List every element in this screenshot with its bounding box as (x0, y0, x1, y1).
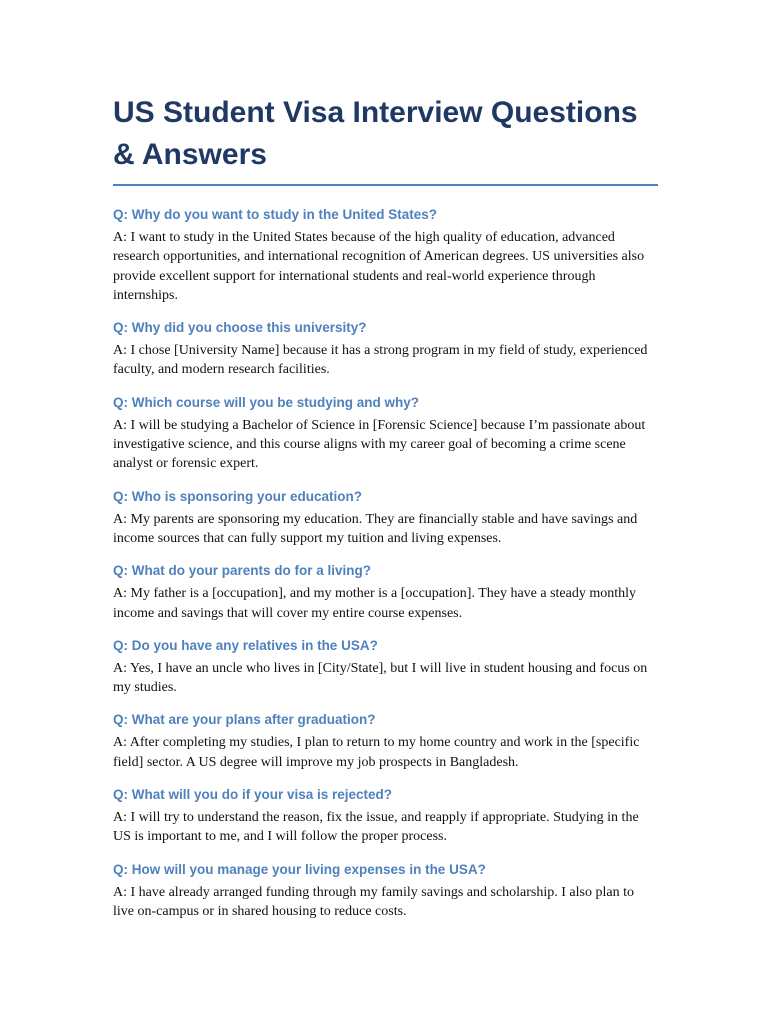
question-text: Q: Do you have any relatives in the USA? (113, 637, 378, 653)
qa-item (113, 861, 658, 922)
question-text: Q: What do your parents do for a living? (113, 563, 372, 579)
answer-text: A: My parents are sponsoring my education. They are financially stable and have savings and income sources that can fully support my tuition and living expenses. (113, 511, 638, 546)
qa-item (113, 786, 658, 847)
answer-text: A: My father is a [occupation], and my mother is a [occupation]. They have a steady monthly income and savings that will cover my entire course expenses. (113, 586, 637, 621)
question-text: Q: Why do you want to study in the United States? (113, 207, 437, 222)
answer-text: A: Yes, I have an uncle who lives in [City/State], but I will live in student housing and focus on my studies. (113, 660, 648, 696)
question-text: Q: Which course will you be studying and why? (113, 394, 420, 410)
qa-item (113, 562, 658, 623)
qa-item (113, 319, 658, 380)
question-text: Q: What are your plans after graduation? (113, 712, 376, 728)
answer-text: A: I chose [University Name] because it has a strong program in my field of study, experienced faculty, and modern research facilities. (113, 343, 648, 378)
question-text: Q: Why did you choose this university? (113, 320, 367, 336)
qa-item (113, 394, 658, 474)
question-text: Q: Who is sponsoring your education? (113, 488, 362, 504)
answer-text: A: I will try to understand the reason, fix the issue, and reapply if appropriate. Studying in the US is important to me, and I will follow the proper process. (113, 810, 639, 845)
answer-text: A: After completing my studies, I plan to return to my home country and work in the [specific field] sector. A US degree will improve my job prospects in Bangladesh. (113, 735, 640, 770)
qa-item (113, 637, 658, 698)
qa-item (113, 206, 658, 305)
answer-text: A: I will be studying a Bachelor of Science in [Forensic Science] because I’m passionate about investigative science, and this course aligns with my career goal of becoming a crime scene analyst or forensic expert. (113, 417, 646, 472)
qa-list (113, 206, 658, 921)
qa-item (113, 711, 658, 772)
question-text: Q: What will you do if your visa is rejected? (113, 787, 393, 803)
document-title: US Student Visa Interview Questions & Answers (113, 92, 658, 186)
answer-text: A: I want to study in the United States because of the high quality of education, advanced research opportunities, and international recognition of American degrees. US universities also provide excellent support for international students and real-world experience through internships. (113, 230, 645, 303)
question-text: Q: How will you manage your living expenses in the USA? (113, 861, 486, 877)
qa-item (113, 488, 658, 549)
document-page (113, 92, 658, 935)
answer-text: A: I have already arranged funding through my family savings and scholarship. I also plan to live on-campus or in shared housing to reduce costs. (113, 884, 634, 919)
